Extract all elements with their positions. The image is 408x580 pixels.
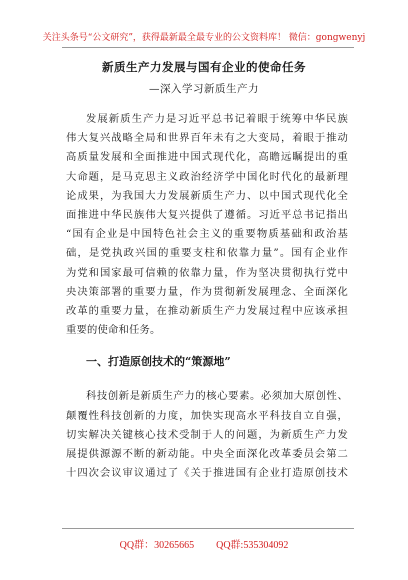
paragraph-line: 础，是党执政兴国的重要支柱和依靠力量”。国有企业作	[66, 247, 348, 260]
footer-qq-group-1: QQ群：30265665	[119, 540, 195, 551]
paragraph-line: “国有企业是中国特色社会主义的重要物质基础和政治基	[66, 228, 348, 241]
header-divider	[62, 47, 354, 48]
document-title: 新质生产力发展与国有企业的使命任务	[102, 60, 306, 74]
paragraph-line: 央决策部署的重要力量，作为贯彻新发展理念、全面深化	[66, 285, 348, 298]
paragraph-line: 重要的使命和任务。	[66, 324, 161, 337]
header-banner: 关注头条号“公文研究”，获得最新最全最专业的公文资料库！ 微信：gongwenyj	[42, 33, 366, 43]
section-heading: 一、打造原创技术的“策源地”	[86, 355, 231, 369]
paragraph-line: 改革的重要力量，在推动新质生产力发展过程中应该承担	[66, 305, 348, 317]
paragraph-line: 高质量发展和全面推进中国式现代化，高瞻远瞩提出的重	[66, 151, 348, 164]
paragraph-line: 为党和国家最可信赖的依靠力量，作为坚决贯彻执行党中	[66, 266, 348, 279]
footer	[0, 536, 408, 551]
paragraph-line: 切实解决关键核心技术受制于人的问题，为新质生产力发	[66, 428, 348, 441]
paragraph-line: 科技创新是新质生产力的核心要素。必须加大原创性、	[86, 390, 348, 403]
paragraph-line: 十四次会议审议通过了《关于推进国有企业打造原创技术	[66, 467, 348, 480]
paragraph-line: 伟大复兴战略全局和世界百年未有之大变局，着眼于推动	[66, 132, 348, 145]
footer-divider	[62, 528, 354, 529]
paragraph-line: 展提供源源不断的新动能。中央全面深化改革委员会第二	[66, 448, 348, 460]
document-subtitle: —深入学习新质生产力	[149, 83, 259, 95]
paragraph-line: 颠覆性科技创新的力度，加快实现高水平科技自立自强，	[66, 409, 348, 422]
footer-qq-group-2: QQ群:535304092	[216, 540, 289, 551]
paragraph-line: 面推进中华民族伟大复兴提供了遵循。习近平总书记指出	[66, 209, 348, 221]
paragraph-line: 大命题，是马克思主义政治经济学中国化时代化的最新理	[66, 170, 348, 183]
paragraph-line: 论成果，为我国大力发展新质生产力、以中国式现代化全	[66, 189, 348, 202]
paragraph-line: 发展新质生产力是习近平总书记着眼于统筹中华民族	[86, 113, 348, 125]
